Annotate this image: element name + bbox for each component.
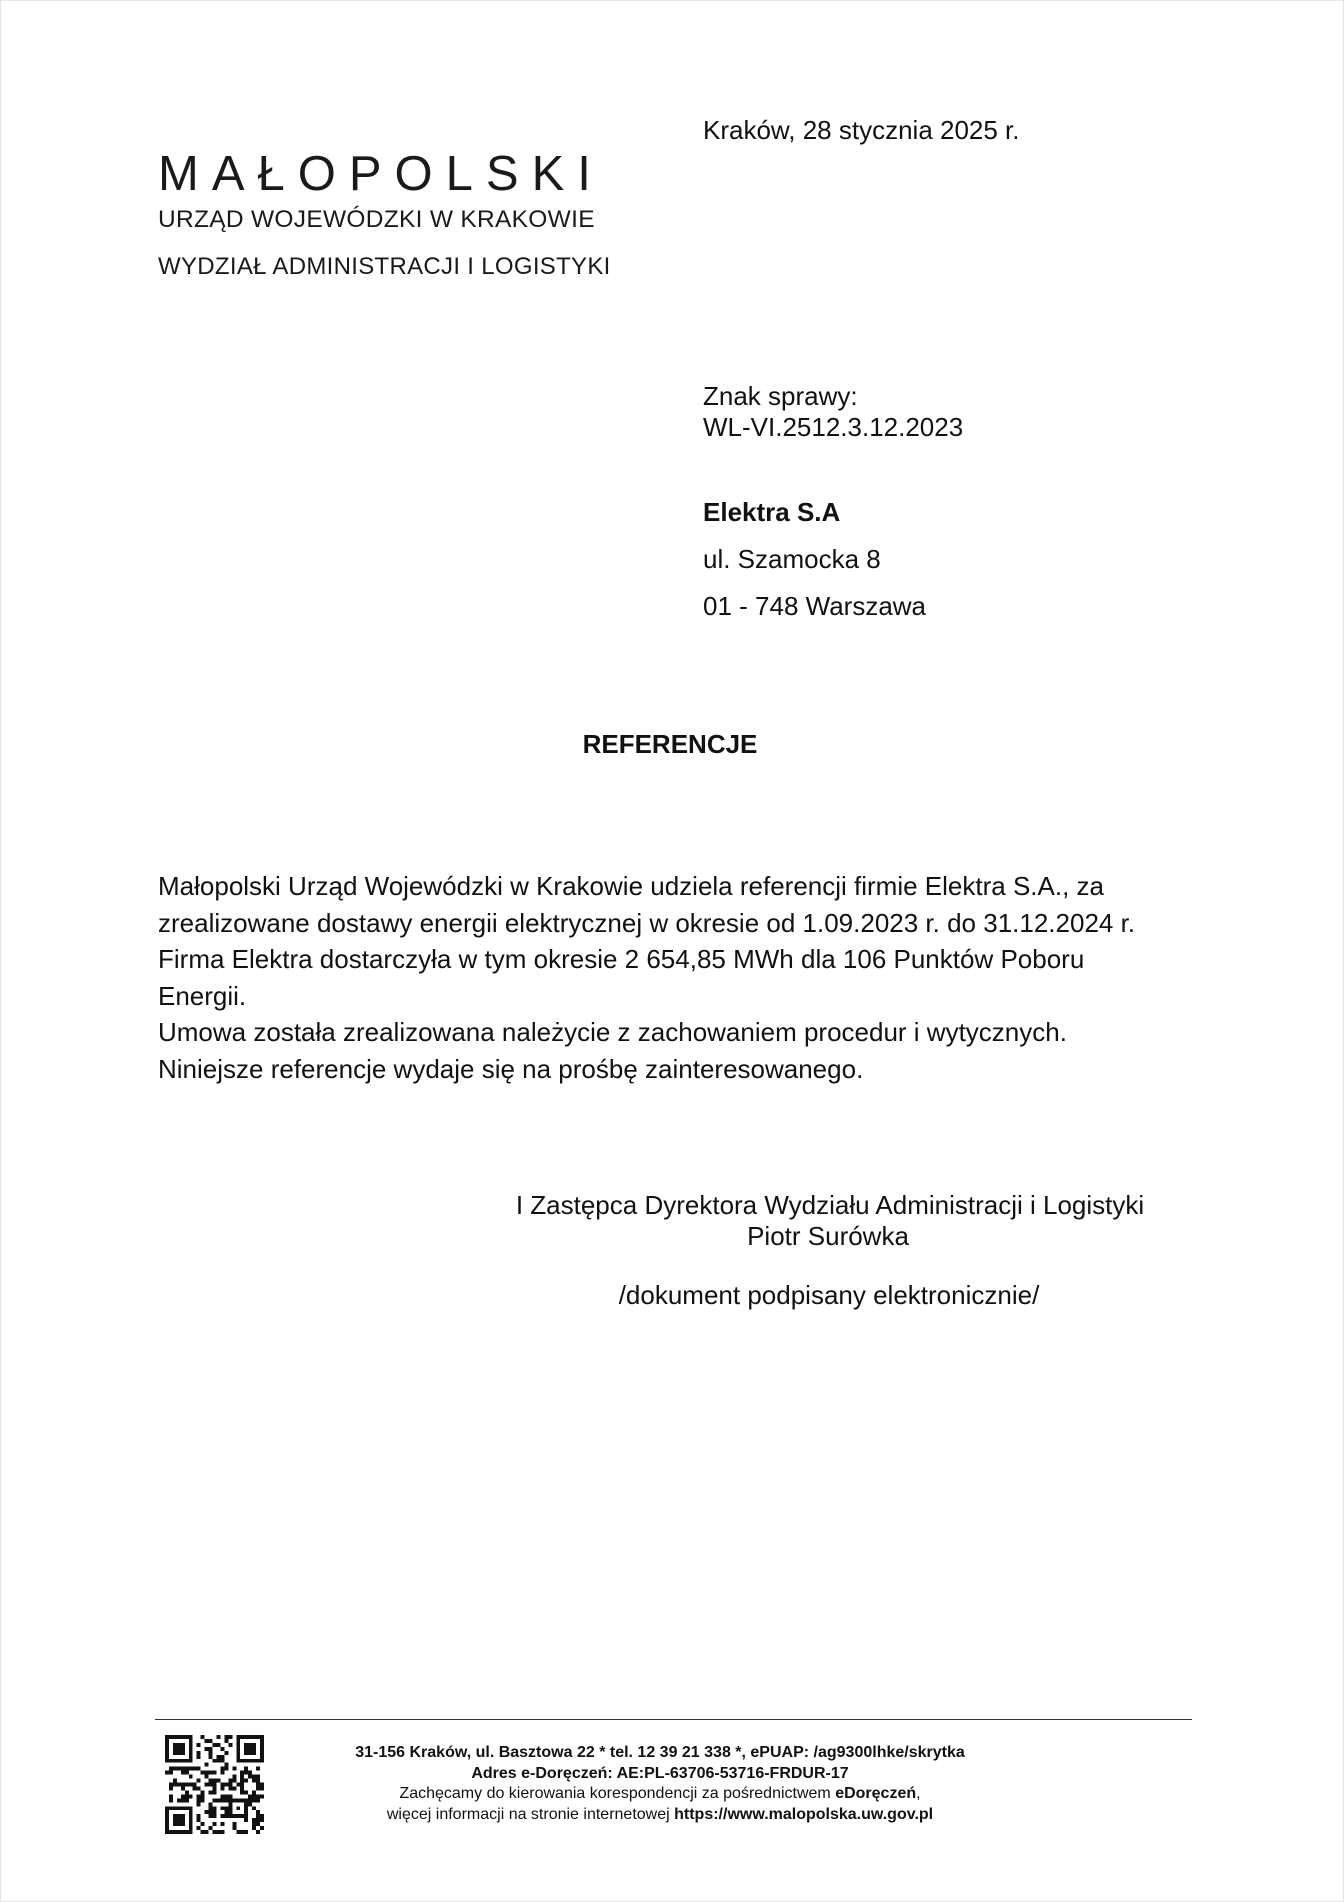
signatory-title: I Zastępca Dyrektora Wydziału Administracji i Logistyki	[515, 1190, 1145, 1220]
footer-website-link[interactable]: https://www.malopolska.uw.gov.pl	[674, 1805, 934, 1823]
body-line: Energii.	[158, 980, 247, 1011]
recipient-street: ul. Szamocka 8	[703, 544, 881, 574]
logo-wordmark: MAŁOPOLSKI	[158, 147, 604, 201]
document-title	[0, 731, 1344, 757]
footer-info	[330, 1805, 990, 1826]
document-date: Kraków, 28 stycznia 2025 r.	[703, 115, 1020, 145]
document-title-text: REFERENCJE	[582, 729, 758, 759]
footer-encourage-suffix: ,	[916, 1785, 921, 1802]
body-line: Niniejsze referencje wydaje się na prośbę zainteresowanego.	[158, 1053, 864, 1084]
signature-note: /dokument podpisany elektronicznie/	[618, 1280, 1040, 1310]
footer-encourage-text: Zachęcamy do kierowania korespondencji za pośrednictwem	[399, 1785, 836, 1802]
footer-encourage	[330, 1784, 990, 1805]
case-number-label: Znak sprawy:	[703, 381, 858, 411]
recipient-city: 01 - 748 Warszawa	[703, 591, 927, 621]
logo-subtitle: URZĄD WOJEWÓDZKI W KRAKOWIE	[158, 206, 595, 233]
footer-divider	[155, 1719, 1192, 1720]
body-line: Małopolski Urząd Wojewódzki w Krakowie udziela referencji firmie Elektra S.A., za	[158, 871, 1104, 901]
footer-info-text: więcej informacji na stronie internetowej	[386, 1805, 675, 1823]
footer-contact	[330, 1743, 990, 1825]
footer-edoreczen-address: Adres e-Doręczeń: AE:PL-63706-53716-FRDUR-17	[471, 1764, 849, 1782]
body-line: Umowa została zrealizowana należycie z zachowaniem procedur i wytycznych.	[158, 1017, 1067, 1047]
department-name: WYDZIAŁ ADMINISTRACJI I LOGISTYKI	[158, 253, 611, 280]
body-line: zrealizowane dostawy energii elektrycznej w okresie od 1.09.2023 r. do 31.12.2024 r.	[158, 907, 1136, 938]
signatory-name: Piotr Surówka	[747, 1221, 909, 1251]
recipient-name: Elektra S.A	[703, 497, 841, 527]
document-body	[158, 868, 1198, 1087]
footer-edoreczen-link[interactable]: eDoręczeń	[835, 1785, 917, 1802]
case-number: WL-VI.2512.3.12.2023	[703, 412, 964, 442]
qr-code-icon	[165, 1735, 264, 1834]
footer-address: 31-156 Kraków, ul. Basztowa 22 * tel. 12 39 21 338 *, ePUAP: /ag9300lhke/skrytka	[355, 1744, 965, 1761]
body-line: Firma Elektra dostarczyła w tym okresie 2 654,85 MWh dla 106 Punktów Poboru	[158, 944, 1085, 974]
